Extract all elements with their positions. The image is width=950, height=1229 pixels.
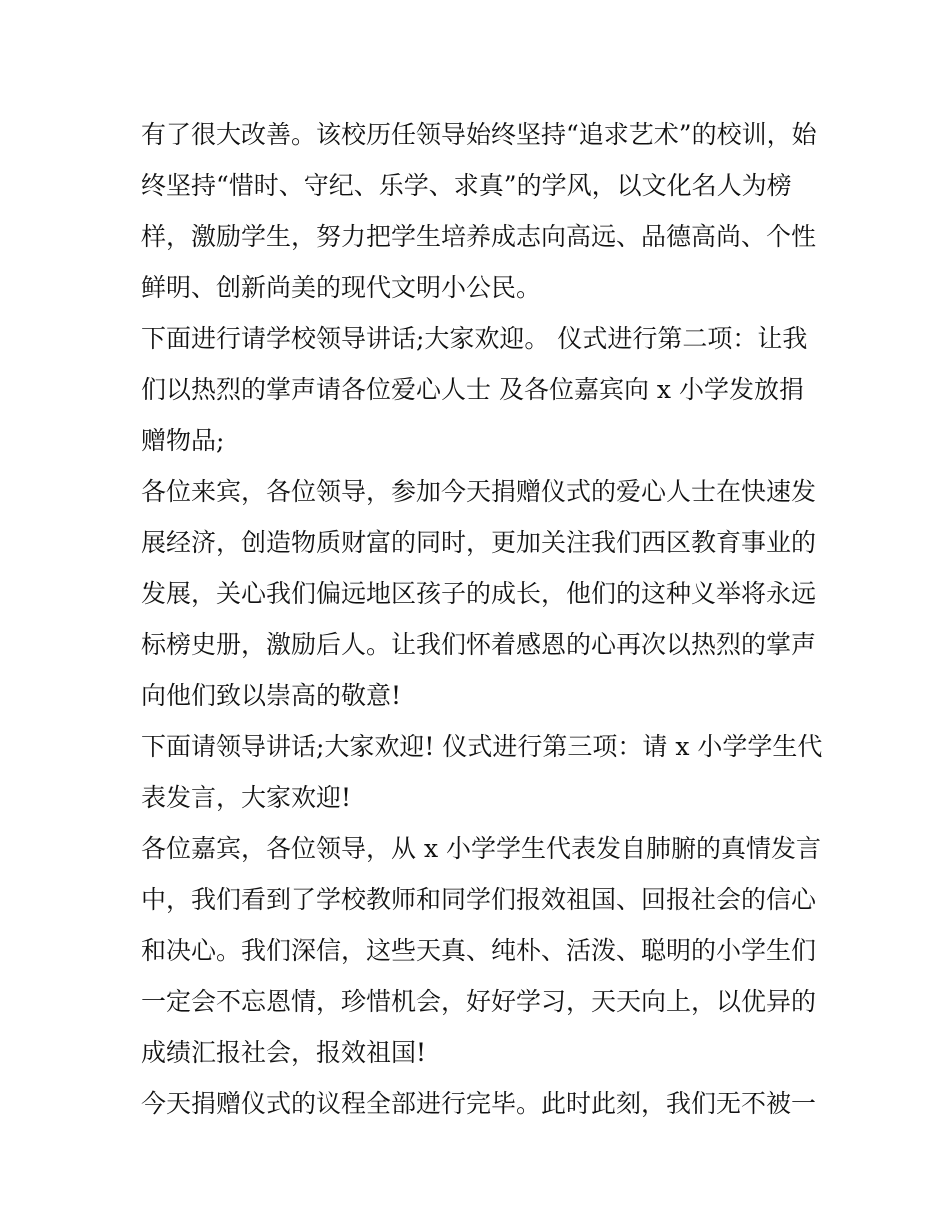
text-line: 有了很大改善。该校历任领导始终坚持“追求艺术”的校训，始: [141, 120, 817, 149]
document-body: [141, 109, 823, 1129]
text-line: 展经济，创造物质财富的同时，更加关注我们西区教育事业的: [141, 528, 817, 557]
text-line: 终坚持“惜时、守纪、乐学、求真”的学风，以文化名人为榜: [141, 171, 792, 200]
text-line: 鲜明、创新尚美的现代文明小公民。: [141, 273, 542, 302]
text-line: 各位嘉宾，各位领导，从 x 小学学生代表发自肺腑的真情发言: [141, 834, 821, 863]
text-line: 们以热烈的掌声请各位爱心人士 及各位嘉宾向 x 小学发放捐: [141, 375, 804, 404]
text-line: 和决心。我们深信，这些天真、纯朴、活泼、聪明的小学生们: [141, 936, 817, 965]
text-line: 标榜史册，激励后人。让我们怀着感恩的心再次以热烈的掌声: [141, 630, 817, 659]
text-line: 一定会不忘恩情，珍惜机会，好好学习，天天向上，以优异的: [141, 987, 817, 1016]
text-line: 成绩汇报社会，报效祖国!: [141, 1038, 427, 1067]
text-line: 下面请领导讲话;大家欢迎! 仪式进行第三项：请 x 小学学生代: [141, 732, 823, 761]
text-line: 各位来宾，各位领导，参加今天捐赠仪式的爱心人士在快速发: [141, 477, 817, 506]
text-line: 发展，关心我们偏远地区孩子的成长，他们的这种义举将永远: [141, 579, 817, 608]
text-line: 今天捐赠仪式的议程全部进行完毕。此时此刻，我们无不被一: [141, 1089, 817, 1118]
text-line: 下面进行请学校领导讲话;大家欢迎。 仪式进行第二项：让我: [141, 324, 808, 353]
text-line: 样，激励学生，努力把学生培养成志向高远、品德高尚、个性: [141, 222, 817, 251]
text-line: 表发言，大家欢迎!: [141, 783, 352, 812]
text-line: 中，我们看到了学校教师和同学们报效祖国、回报社会的信心: [141, 885, 817, 914]
text-line: 赠物品;: [141, 426, 225, 455]
text-line: 向他们致以崇高的敬意!: [141, 681, 402, 710]
